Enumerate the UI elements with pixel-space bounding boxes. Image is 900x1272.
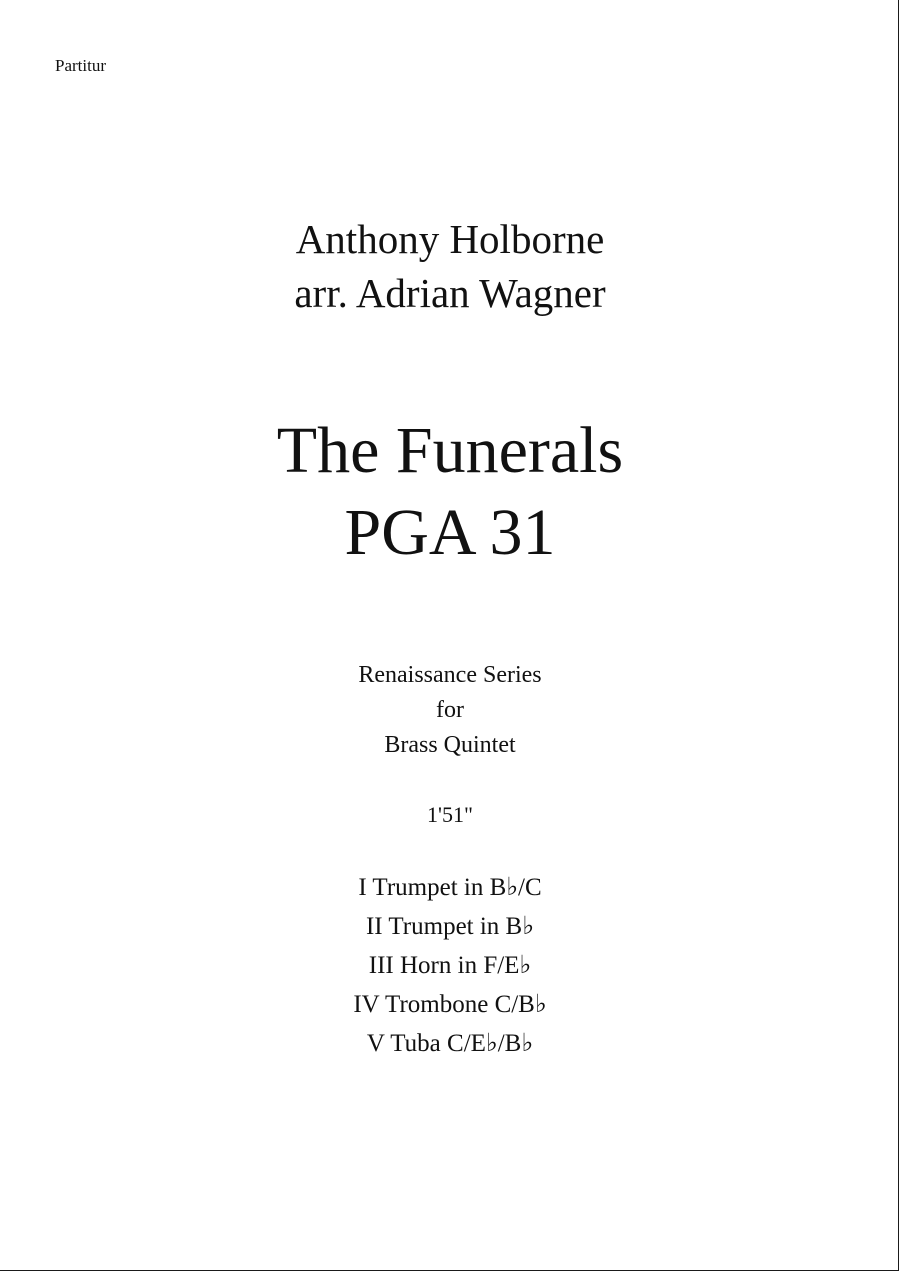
title-line-2: PGA 31 xyxy=(344,496,556,569)
composer-name: Anthony Holborne xyxy=(295,216,605,262)
instrument-item: III Horn in F/E♭ xyxy=(368,952,532,979)
instrument-item: IV Trombone C/B♭ xyxy=(353,991,547,1018)
ensemble-name: Brass Quintet xyxy=(384,732,516,758)
page-title xyxy=(0,410,900,574)
duration-label: 1'51" xyxy=(427,802,473,827)
series-connector: for xyxy=(436,697,464,723)
instrument-item: V Tuba C/E♭/B♭ xyxy=(366,1030,534,1057)
instrument-item: I Trumpet in B♭/C xyxy=(358,874,542,901)
instrument-list xyxy=(0,868,900,1063)
score-type-label: Partitur xyxy=(55,56,106,75)
series-name: Renaissance Series xyxy=(358,662,542,688)
series-block xyxy=(0,658,900,763)
title-line-1: The Funerals xyxy=(276,414,624,487)
credits-block xyxy=(0,212,900,320)
arranger-name: arr. Adrian Wagner xyxy=(294,270,606,316)
instrument-item: II Trumpet in B♭ xyxy=(365,913,535,940)
